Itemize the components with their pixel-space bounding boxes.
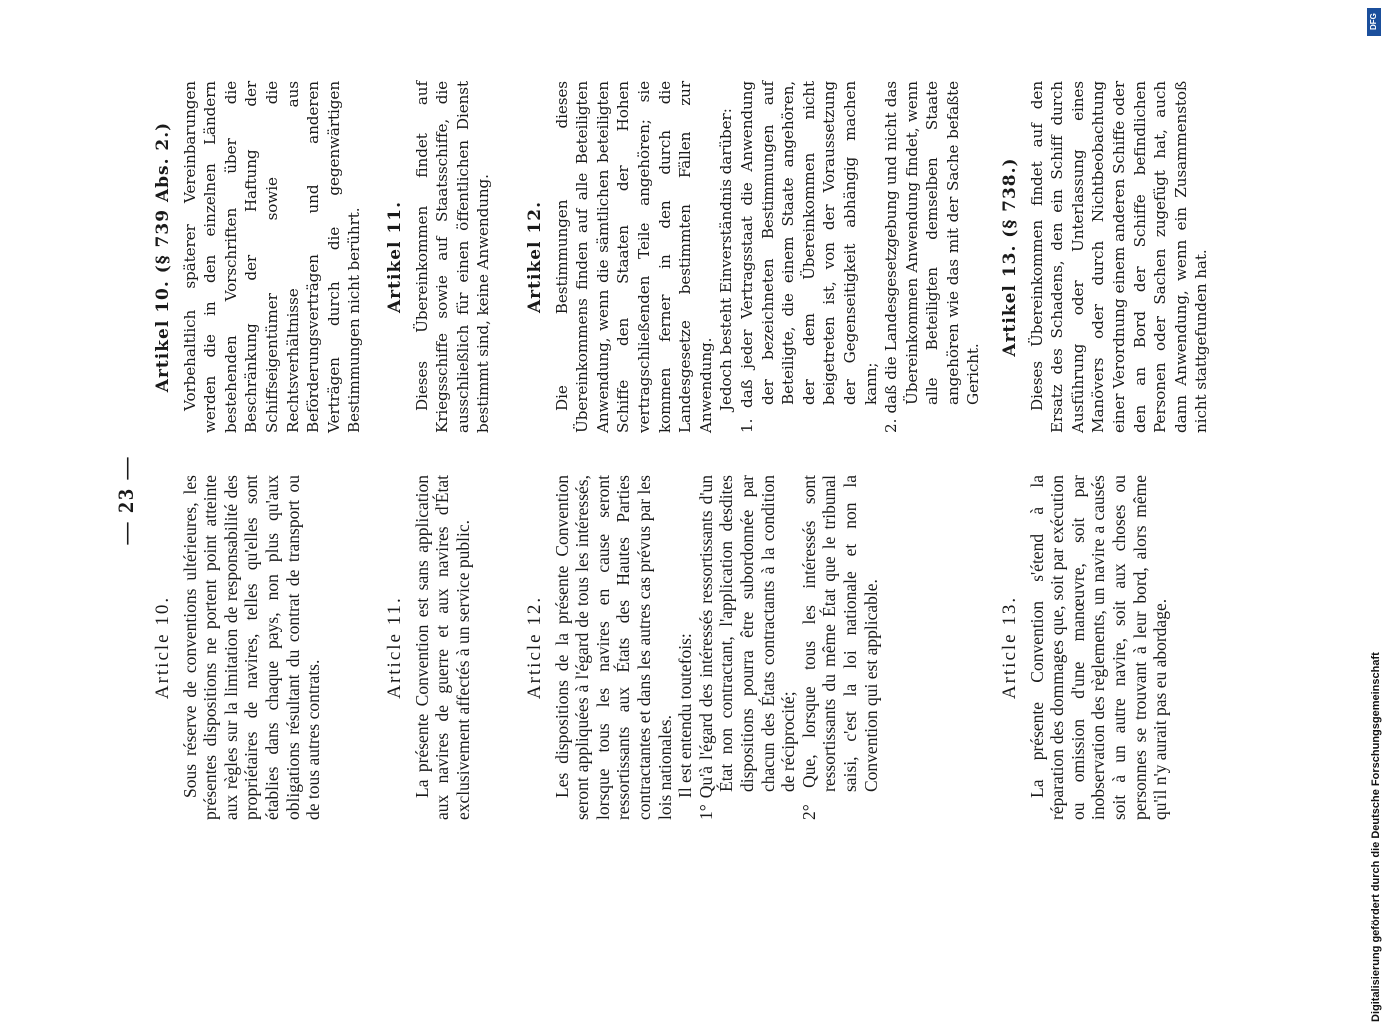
page-number: — 23 —	[113, 455, 138, 545]
german-article-12-item-2: 2. daß die Landesgesetzgebung und nicht das Übereinkommen Anwendung findet, wenn alle Beteiligten demselben Staate angehören wie das mit der Sache befaßte Gericht.	[882, 81, 983, 433]
french-article-13-text: La présente Convention s'étend à la réparation des dommages que, soit par exécution ou omission d'une manœuvre, soit par inobservation des règlements, un navire a causés soit à un autre navire, soit aux choses ou personnes se trouvant à leur bord, alors même qu'il n'y aurait pas eu abordage.	[1026, 475, 1171, 820]
german-article-11-heading: Artikel 11.	[385, 201, 405, 314]
french-article-12-text: Les dispositions de la présente Convention seront appliquées à l'égard de tous les intéressés, lorsque tous les navires en cause seront ressortissants aux États des Hautes Parties contractantes et dans les autres cas prévus par les lois nationales.	[551, 475, 675, 820]
french-article-13	[1000, 475, 1171, 820]
dfg-logo: DFG	[1367, 8, 1381, 36]
french-article-12-intro: Il est entendu toutefois:	[675, 633, 696, 798]
german-article-12	[525, 81, 984, 433]
german-article-10-text: Vorbehaltlich späterer Vereinbarungen werden die in den einzelnen Ländern bestehenden Vorschriften über die Beschränkung der Haftung der Schiffseigentümer sowie die Rechtsverhältnisse aus Beförderungsverträgen und anderen Verträgen durch die gegenwärtigen Bestimmungen nicht berührt.	[180, 81, 364, 433]
german-article-12-text: Die Bestimmungen dieses Übereinkommens finden auf alle Beteiligten Anwendung, wenn die sämtlichen beteiligten Schiffe den Staaten der Hohen vertragschließenden Teile angehören; sie kommen ferner in den durch die Landesgesetze bestimmten Fällen zur Anwendung.	[552, 81, 715, 433]
german-article-12-item-1: 1. daß jeder Vertragsstaat die Anwendung der bezeichneten Bestimmungen auf Beteiligte, die einem Staate angehören, der dem Übereinkommen nicht beigetreten ist, von der Voraussetzung der Gegenseitigkeit abhängig machen kann;	[737, 81, 880, 433]
french-article-12	[525, 475, 881, 820]
german-article-10	[153, 81, 365, 433]
german-article-13	[1000, 81, 1212, 433]
french-article-11-heading: Article 11.	[384, 596, 405, 699]
french-article-12-item-1: 1° Qu'à l'égard des intéressés ressortissants d'un État non contractant, l'application desdites dispositions pourra être subordonnée par chacun des États contractants à la condition de réciprocité;	[695, 475, 799, 820]
german-article-13-text: Dieses Übereinkommen findet auf den Ersatz des Schadens, den ein Schiff durch Ausführung oder Unterlassung eines Manövers oder durch Nichtbeobachtung einer Verordnung einem anderen Schiffe oder den an Bord der Schiffe befindlichen Personen oder Sachen zugefügt hat, auch dann Anwendung, wenn ein Zusammenstoß nicht stattgefunden hat.	[1027, 81, 1211, 433]
german-article-13-heading: Artikel 13. (§ 738.)	[1000, 157, 1020, 357]
german-article-11	[385, 81, 494, 433]
french-article-11	[385, 475, 473, 820]
french-article-13-heading: Article 13.	[999, 595, 1020, 700]
german-article-10-heading: Artikel 10. (§ 739 Abs. 2.)	[153, 121, 173, 393]
french-article-10-text: Sous réserve de conventions ultérieures, les présentes dispositions ne portent point atteinte aux règles sur la limitation de responsabilité des propriétaires de navires, telles qu'elles sont établies dans chaque pays, non plus qu'aux obligations résultant du contrat de transport ou de tous autres contrats.	[179, 475, 324, 820]
french-article-12-item-2: 2° Que, lorsque tous les intéressés sont ressortissants du même État que le tribunal saisi, c'est la loi nationale et non la Convention qui est applicable.	[798, 475, 881, 820]
german-article-12-heading: Artikel 12.	[525, 201, 545, 314]
german-article-11-text: Dieses Übereinkommen findet auf Kriegsschiffe sowie auf Staatsschiffe, die ausschließlich für einen öffentlichen Dienst bestimmt sind, keine Anwendung.	[412, 81, 493, 433]
digitization-note: Digitalisierung gefördert durch die Deutsche Forschungsgemeinschaft	[1370, 652, 1382, 1022]
french-article-10	[153, 475, 324, 820]
french-article-11-text: La présente Convention est sans application aux navires de guerre et aux navires d'État exclusivement affectés à un service public.	[411, 475, 473, 820]
french-article-12-heading: Article 12.	[524, 595, 545, 700]
german-article-12-intro: Jedoch besteht Einverständnis darüber:	[717, 108, 736, 411]
french-article-10-heading: Article 10.	[152, 595, 173, 700]
